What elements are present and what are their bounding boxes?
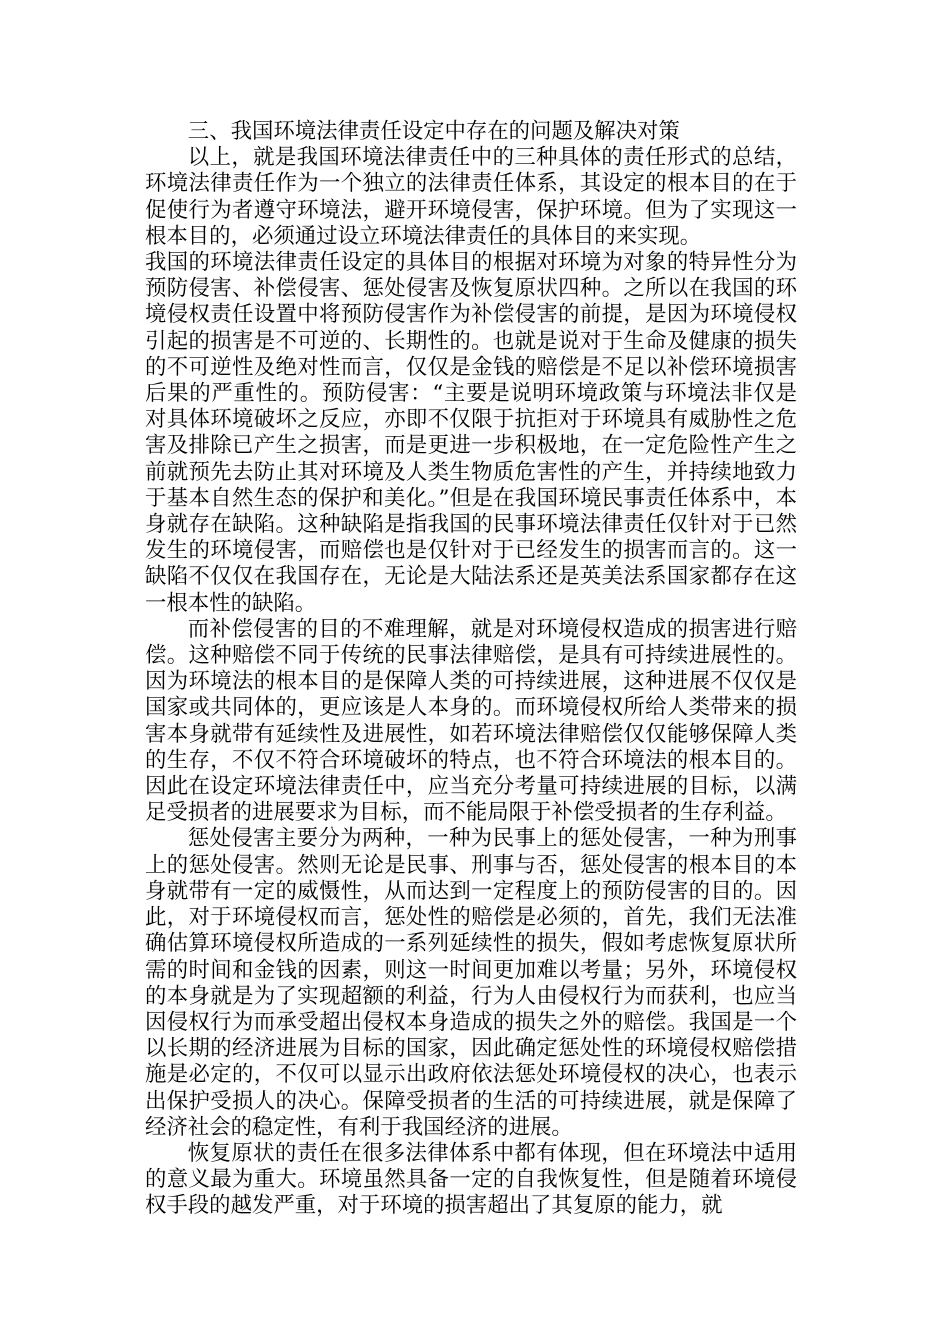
paragraph-restoration: 恢复原状的责任在很多法律体系中都有体现，但在环境法中适用的意义最为重大。环境虽然具备一定的自我恢复性，但是随着环境侵权手段的越发严重，对于环境的损害超出了其复原的能力，就	[145, 1140, 797, 1219]
document-body	[145, 119, 797, 1220]
section-heading: 三、我国环境法律责任设定中存在的问题及解决对策	[187, 119, 680, 144]
paragraph-prevention: 我国的环境法律责任设定的具体目的根据对环境为对象的特异性分为预防侵害、补偿侵害、惩处侵害及恢复原状四种。之所以在我国的环境侵权责任设置中将预防侵害作为补偿侵害的前提，是因为环境侵权引起的损害是不可逆的、长期性的。也就是说对于生命及健康的损失的不可逆性及绝对性而言，仅仅是金钱的赔偿是不足以补偿环境损害后果的严重性的。预防侵害：“主要是说明环境政策与环境法非仅是对具体环境破坏之反应，亦即不仅限于抗拒对于环境具有威胁性之危害及排除已产生之损害，而是更进一步积极地，在一定危险性产生之前就预先去防止其对环境及人类生物质危害性的产生，并持续地致力于基本自然生态的保护和美化。”但是在我国环境民事责任体系中，本身就存在缺陷。这种缺陷是指我国的民事环境法律责任仅针对于已然发生的环境侵害，而赔偿也是仅针对于已经发生的损害而言的。这一缺陷不仅仅在我国存在，无论是大陆法系还是英美法系国家都存在这一根本性的缺陷。	[145, 250, 797, 616]
paragraph-summary: 以上，就是我国环境法律责任中的三种具体的责任形式的总结，环境法律责任作为一个独立的法律责任体系，其设定的根本目的在于促使行为者遵守环境法，避开环境侵害，保护环境。但为了实现这一根本目的，必须通过设立环境法律责任的具体目的来实现。	[145, 145, 797, 249]
paragraph-compensation: 而补偿侵害的目的不难理解，就是对环境侵权造成的损害进行赔偿。这种赔偿不同于传统的民事法律赔偿，是具有可持续进展性的。因为环境法的根本目的是保障人类的可持续进展，这种进展不仅仅是国家或共同体的，更应该是人本身的。而环境侵权所给人类带来的损害本身就带有延续性及进展性，如若环境法律赔偿仅仅能够保障人类的生存，不仅不符合环境破坏的特点，也不符合环境法的根本目的。因此在设定环境法律责任中，应当充分考量可持续进展的目标，以满足受损者的进展要求为目标，而不能局限于补偿受损者的生存利益。	[145, 616, 797, 826]
paragraph-punishment: 惩处侵害主要分为两种，一种为民事上的惩处侵害，一种为刑事上的惩处侵害。然则无论是民事、刑事与否，惩处侵害的根本目的本身就带有一定的威慑性，从而达到一定程度上的预防侵害的目的。因此，对于环境侵权而言，惩处性的赔偿是必须的，首先，我们无法准确估算环境侵权所造成的一系列延续性的损失，假如考虑恢复原状所需的时间和金钱的因素，则这一时间更加难以考量；另外，环境侵权的本身就是为了实现超额的利益，行为人由侵权行为而获利，也应当因侵权行为而承受超出侵权本身造成的损失之外的赔偿。我国是一个以长期的经济进展为目标的国家，因此确定惩处性的环境侵权赔偿措施是必定的，不仅可以显示出政府依法惩处环境侵权的决心，也表示出保护受损人的决心。保障受损者的生活的可持续进展，就是保障了经济社会的稳定性，有利于我国经济的进展。	[145, 826, 797, 1140]
